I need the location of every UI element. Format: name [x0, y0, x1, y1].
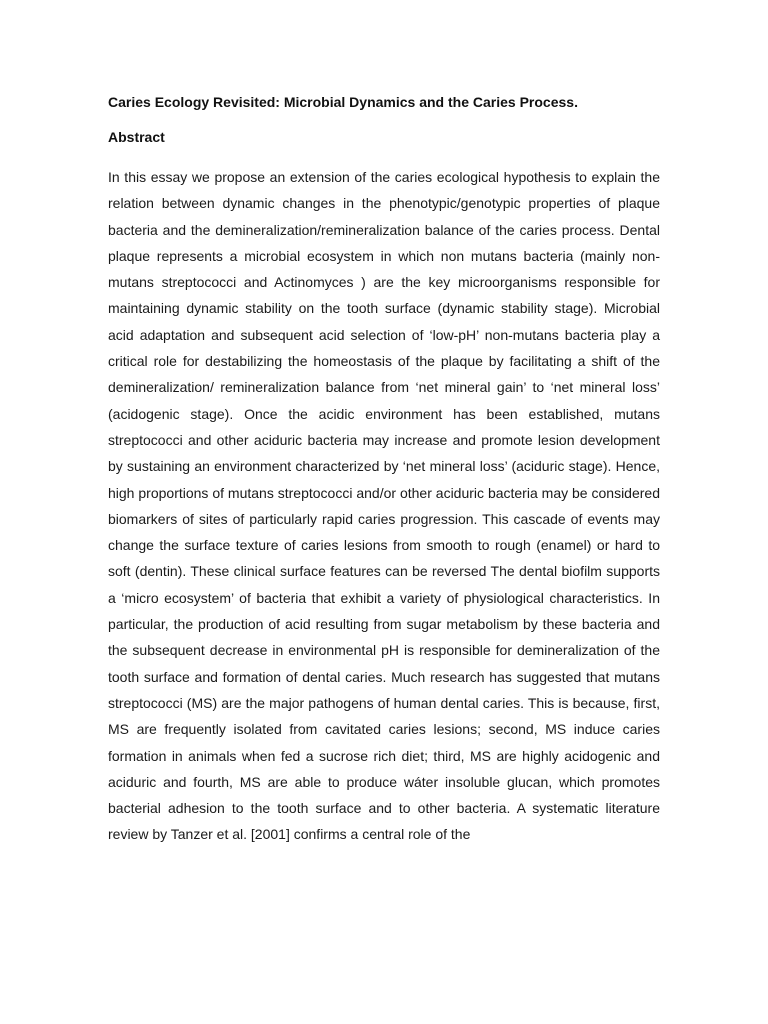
abstract-paragraph: In this essay we propose an extension of the caries ecological hypothesis to explain the relation between dynamic changes in the phenotypic/genotypic properties of plaque bacteria and the demineralization/remineralization balance of the caries process. Dental plaque represents a microbial ecosystem in which non mutans bacteria (mainly non-mutans streptococci and Actinomyces ) are the key microorganisms responsible for maintaining dynamic stability on the tooth surface (dynamic stability stage). Microbial acid adaptation and subsequent acid selection of ‘low-pH’ non-mutans bacteria play a critical role for destabilizing the homeostasis of the plaque by facilitating a shift of the demineralization/ remineralization balance from ‘net mineral gain’ to ‘net mineral loss’ (acidogenic stage). Once the acidic environment has been established, mutans streptococci and other aciduric bacteria may increase and promote lesion development by sustaining an environment characterized by ‘net mineral loss’ (aciduric stage). Hence, high proportions of mutans streptococci and/or other aciduric bacteria may be considered biomarkers of sites of particularly rapid caries progression. This cascade of events may change the surface texture of caries lesions from smooth to rough (enamel) or hard to soft (dentin). These clinical surface features can be reversed The dental biofilm supports a ‘micro ecosystem’ of bacteria that exhibit a variety of physiological characteristics. In particular, the production of acid resulting from sugar metabolism by these bacteria and the subsequent decrease in environmental pH is responsible for demineralization of the tooth surface and formation of dental caries. Much research has suggested that mutans streptococci (MS) are the major pathogens of human dental caries. This is because, first, MS are frequently isolated from cavitated caries lesions; second, MS induce caries formation in animals when fed a sucrose rich diet; third, MS are highly acidogenic and aciduric and fourth, MS are able to produce wáter insoluble glucan, which promotes bacterial adhesion to the tooth surface and to other bacteria. A systematic literature review by Tanzer et al. [2001] confirms a central role of the [108, 169, 660, 843]
abstract-heading: Abstract [108, 129, 165, 145]
document-title: Caries Ecology Revisited: Microbial Dynamics and the Caries Process. [108, 94, 578, 110]
